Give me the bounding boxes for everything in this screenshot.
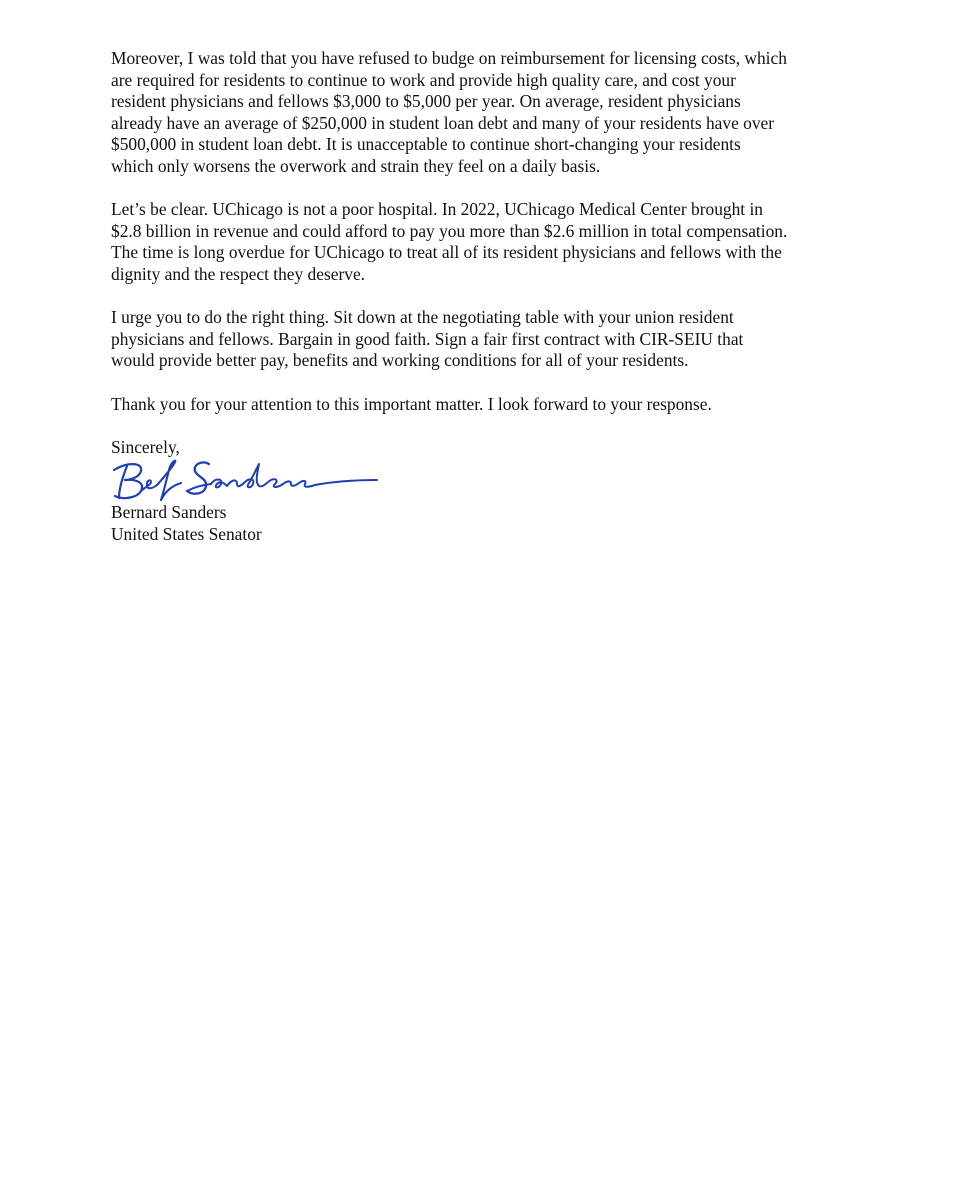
text-line: Let’s be clear. UChicago is not a poor hospital. In 2022, UChicago Medical Center brought in	[111, 199, 764, 220]
text-line: dignity and the respect they deserve.	[111, 263, 366, 284]
handwritten-signature	[111, 458, 381, 502]
text-line: $2.8 billion in revenue and could afford to pay you more than $2.6 million in total compensation.	[111, 220, 788, 241]
letter-body	[111, 48, 871, 545]
paragraph-licensing-costs	[111, 48, 871, 178]
text-line: Moreover, I was told that you have refused to budge on reimbursement for licensing costs, which	[111, 48, 787, 68]
text-line: Thank you for your attention to this important matter. I look forward to your response.	[111, 393, 712, 414]
text-line: are required for residents to continue to work and provide high quality care, and cost your	[111, 69, 736, 90]
paragraph-thank-you	[111, 394, 871, 416]
signature-block	[111, 437, 871, 546]
text-line: $500,000 in student loan debt. It is unacceptable to continue short-changing your residents	[111, 134, 741, 155]
closing-salutation: Sincerely,	[111, 436, 180, 457]
text-line: The time is long overdue for UChicago to treat all of its resident physicians and fellows with the	[111, 242, 782, 263]
text-line: physicians and fellows. Bargain in good faith. Sign a fair first contract with CIR-SEIU that	[111, 328, 744, 349]
text-line: which only worsens the overwork and strain they feel on a daily basis.	[111, 155, 601, 176]
text-line: already have an average of $250,000 in student loan debt and many of your residents have over	[111, 112, 775, 133]
signer-title: United States Senator	[111, 523, 262, 544]
signer-name: Bernard Sanders	[111, 502, 227, 523]
paragraph-urge-bargaining	[111, 307, 871, 372]
text-line: resident physicians and fellows $3,000 to $5,000 per year. On average, resident physicians	[111, 91, 741, 112]
text-line: would provide better pay, benefits and working conditions for all of your residents.	[111, 350, 689, 371]
paragraph-hospital-revenue	[111, 199, 871, 285]
text-line: I urge you to do the right thing. Sit down at the negotiating table with your union resident	[111, 307, 734, 328]
